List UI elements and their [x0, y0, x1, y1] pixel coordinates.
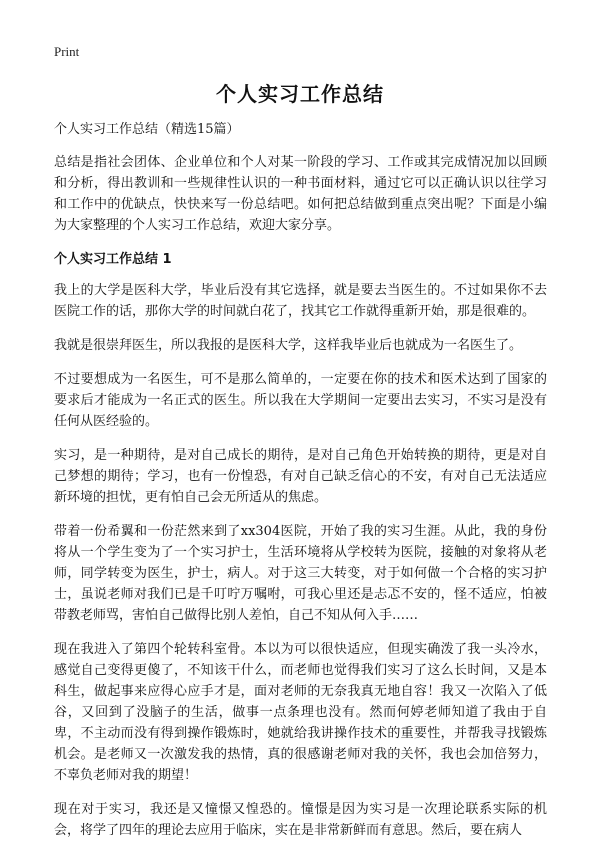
- body-paragraph: 带着一份希翼和一份茫然来到了xx304医院，开始了我的实习生涯。从此，我的身份将从一个学生变为了一个实习护士，生活环境将从学校转为医院，接触的对象将从老师，同学转变为医生，护士，病人。对于这三大转变，对于如何做一个合格的实习护士，虽说老师对我们已是千叮咛万嘱咐，可我心里还是忐忑不安的，怪不适应，怕被带教老师骂，害怕自己做得比别人差怕，自己不知从何入手……: [54, 524, 547, 623]
- intro-paragraph: 总结是指社会团体、企业单位和个人对某一阶段的学习、工作或其完成情况加以回顾和分析，得出教训和一些规律性认识的一种书面材料，通过它可以正确认识以往学习和工作中的优缺点，快快来写一份总结吧。如何把总结做到重点突出呢？下面是小编为大家整理的个人实习工作总结，欢迎大家分享。: [54, 155, 547, 233]
- document-body: [54, 119, 547, 854]
- body-paragraph: 现在我进入了第四个轮转科室骨。本以为可以很快适应，但现实确泼了我一头冷水，感觉自己变得更傻了，不知该干什么，而老师也觉得我们实习了这么长时间，又是本科生，做起事来应得心应手才是，面对老师的无奈我真无地自容！我又一次陷入了低谷，又回到了没脑子的生活，做事一点条理也没有。然而何婷老师知道了我由于自卑，不主动而没有得到操作锻炼时，她就给我讲操作技术的重要性，并帮我寻找锻炼机会。是老师又一次激发我的热情，真的很感谢老师对我的关怀，我也会加倍努力，不辜负老师对我的期望！: [54, 642, 547, 783]
- body-paragraph: 不过要想成为一名医生，可不是那么简单的，一定要在你的技术和医术达到了国家的要求后才能成为一名正式的医生。所以我在大学期间一定要出去实习，不实习是没有任何从医经验的。: [54, 372, 547, 429]
- document-title: 个人实习工作总结: [216, 82, 384, 106]
- body-paragraph: 我上的大学是医科大学，毕业后没有其它选择，就是要去当医生的。不过如果你不去医院工作的话，那你大学的时间就白花了，找其它工作就得重新开始，那是很难的。: [54, 283, 547, 319]
- body-paragraph: 实习，是一种期待，是对自己成长的期待，是对自己角色开始转换的期待，更是对自己梦想的期待；学习，也有一份惶恐，有对自己缺乏信心的不安，有对自己无法适应新环境的担忧，更有怕自己会无所适从的焦虑。: [54, 448, 547, 505]
- print-link[interactable]: Print: [54, 44, 80, 59]
- body-paragraph: 我就是很崇拜医生，所以我报的是医科大学，这样我毕业后也就成为一名医生了。: [54, 338, 523, 353]
- document-subtitle: 个人实习工作总结（精选15篇）: [54, 122, 240, 137]
- section-heading: 个人实习工作总结 1: [54, 252, 172, 267]
- body-paragraph: 现在对于实习，我还是又憧憬又惶恐的。憧憬是因为实习是一次理论联系实际的机会，将学了四年的理论去应用于临床，实在是非常新鲜而有意思。然后，要在病人: [54, 802, 547, 838]
